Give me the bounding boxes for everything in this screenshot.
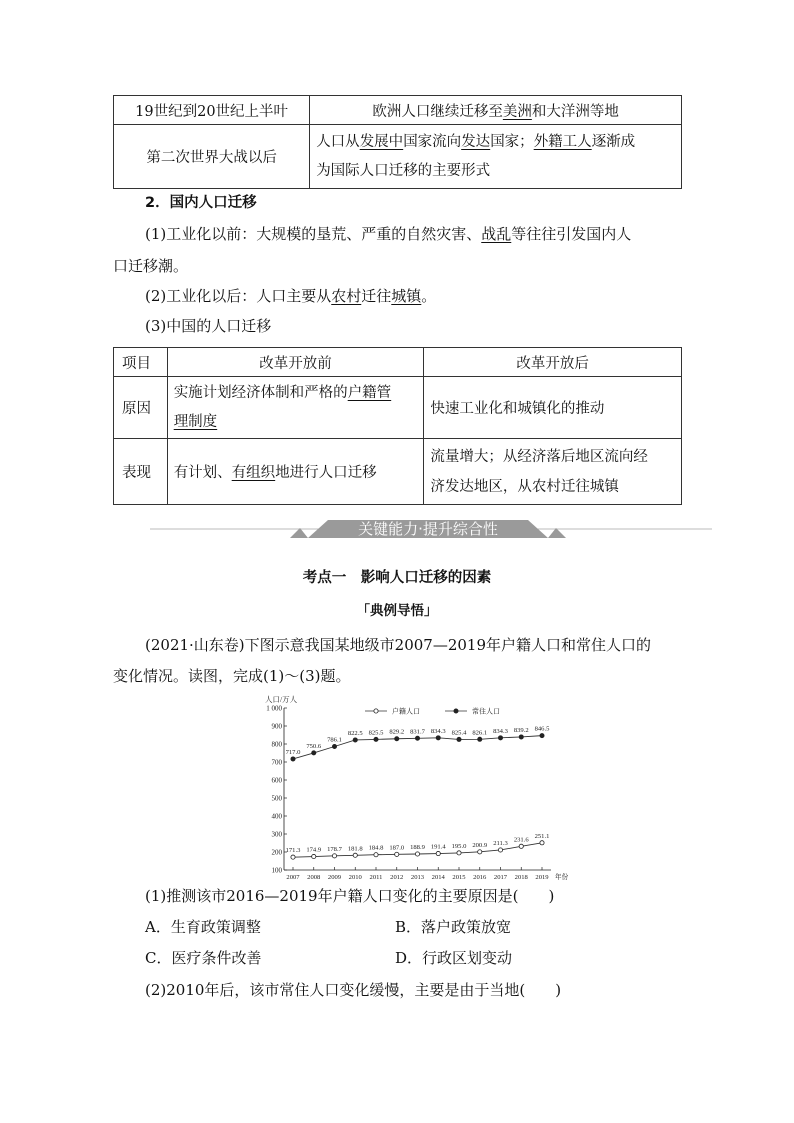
y-tick-label: 400	[271, 812, 282, 821]
data-label: 826.1	[472, 729, 488, 737]
after-cell	[424, 439, 682, 505]
section-banner	[150, 516, 712, 544]
section-title: 考点一 影响人口迁移的因素	[302, 570, 492, 586]
desc-underlined: 外籍工人	[533, 133, 592, 150]
legend-marker	[374, 709, 378, 713]
x-tick-label: 2013	[410, 874, 425, 881]
paragraph-3: (3)中国的人口迁移	[145, 317, 272, 335]
underlined-text: 有组织	[231, 465, 276, 481]
question-2: (2)2010年后，该市常住人口变化缓慢，主要是由于当地( )	[145, 981, 562, 999]
banner-text: 关键能力·提升综合性	[358, 520, 498, 538]
international-migration-table	[113, 95, 682, 189]
intro-line-2: 变化情况。读图，完成(1)～(3)题。	[113, 667, 351, 685]
x-tick-label: 2019	[535, 874, 549, 881]
y-tick-label: 500	[271, 794, 282, 803]
data-point	[353, 853, 357, 857]
y-tick-label: 900	[271, 722, 282, 731]
data-point	[436, 736, 440, 740]
data-label: 831.7	[410, 728, 425, 736]
table-row	[114, 96, 682, 125]
paragraph-2	[145, 281, 436, 311]
data-point	[353, 738, 357, 742]
data-label: 786.1	[327, 736, 342, 744]
data-label: 195.0	[451, 842, 467, 850]
table-row	[114, 439, 682, 505]
x-tick-label: 2014	[431, 874, 445, 881]
desc-underlined: 美洲	[502, 103, 532, 120]
option-a: A．生育政策调整	[145, 918, 261, 936]
data-label: 251.1	[534, 832, 550, 840]
desc-underlined: 发展中	[359, 133, 404, 150]
data-label: 839.2	[513, 726, 529, 734]
legend-marker	[454, 709, 458, 713]
before-cell	[167, 377, 424, 439]
x-tick-label: 2011	[369, 874, 383, 881]
legend-label: 常住人口	[472, 707, 500, 716]
header-cell: 项目	[114, 348, 168, 377]
period-cell	[114, 96, 310, 125]
option-c: C．医疗条件改善	[145, 949, 262, 967]
x-tick-label: 2008	[307, 874, 321, 881]
x-tick-label: 2007	[286, 874, 300, 881]
x-tick-label: 2009	[327, 874, 342, 881]
data-label: 187.0	[389, 844, 405, 852]
data-point	[478, 737, 482, 741]
y-tick-label: 600	[271, 776, 282, 785]
data-point	[478, 850, 482, 854]
text: (1)工业化以前：大规模的垦荒、严重的自然灾害、	[145, 225, 482, 243]
data-point	[332, 854, 336, 858]
question-1: (1)推测该市2016—2019年户籍人口变化的主要原因是( )	[145, 887, 555, 905]
table-row	[114, 125, 682, 189]
underlined-text: 理制度	[173, 413, 218, 430]
header-cell: 改革开放前	[167, 348, 424, 377]
data-label: 174.9	[306, 846, 322, 854]
option-b: B．落户政策放宽	[395, 918, 512, 936]
domestic-heading: 2．国内人口迁移	[145, 195, 257, 211]
x-tick-label: 2010	[348, 874, 362, 881]
data-point	[291, 757, 295, 761]
data-point	[415, 736, 419, 740]
chart-legend	[365, 707, 500, 716]
data-label: 825.5	[368, 729, 384, 737]
desc-underlined: 发达	[461, 133, 491, 150]
data-label: 178.7	[327, 845, 342, 853]
x-tick-label: 2015	[452, 874, 466, 881]
x-tick-label: 2017	[493, 874, 508, 881]
desc-text: 人口从	[316, 133, 360, 150]
text: 迁往	[361, 287, 392, 305]
after-cell: 快速工业化和城镇化的推动	[424, 377, 682, 439]
data-label: 191.4	[430, 843, 446, 851]
row-label: 表现	[114, 439, 168, 505]
data-point	[457, 851, 461, 855]
text: (2)工业化以后：人口主要从	[145, 287, 332, 305]
y-tick-label: 300	[271, 830, 282, 839]
y-tick-label: 200	[271, 848, 282, 857]
data-point	[395, 852, 399, 856]
x-tick-label: 2012	[390, 874, 404, 881]
data-label: 181.8	[347, 845, 363, 853]
desc-text: 和大洋洲等地	[531, 103, 619, 120]
data-point	[415, 852, 419, 856]
data-label: 829.2	[389, 728, 405, 736]
y-tick-label: 1 000	[266, 704, 282, 713]
underlined-text: 户籍管	[347, 384, 392, 401]
text: 。	[421, 287, 437, 305]
intro-line-1: (2021·山东卷)下图示意我国某地级市2007—2019年户籍人口和常住人口的	[145, 636, 651, 654]
data-point	[498, 848, 502, 852]
text: 实施计划经济体制和严格的	[173, 384, 348, 401]
data-point	[312, 751, 316, 755]
y-tick-label: 700	[271, 758, 282, 767]
x-tick-label: 2016	[473, 874, 487, 881]
header-cell: 改革开放后	[424, 348, 682, 377]
data-label: 846.5	[534, 725, 550, 733]
data-point	[374, 737, 378, 741]
text: 有计划、	[173, 465, 232, 481]
desc-text: 国家；	[490, 133, 534, 150]
table-row	[114, 377, 682, 439]
desc-cell	[310, 96, 682, 125]
data-point	[436, 851, 440, 855]
desc-text: 为国际人口迁移的主要形式	[316, 162, 491, 179]
data-point	[395, 737, 399, 741]
underlined-text: 农村	[331, 287, 362, 305]
data-label: 211.3	[493, 839, 508, 847]
desc-cell	[310, 125, 682, 189]
data-label: 834.3	[493, 727, 508, 735]
data-point	[540, 734, 544, 738]
row-label: 原因	[114, 377, 168, 439]
data-point	[519, 735, 523, 739]
population-chart	[255, 694, 569, 881]
data-point	[374, 853, 378, 857]
option-d: D．行政区划变动	[395, 949, 513, 967]
data-point	[457, 737, 461, 741]
x-ticks	[286, 867, 568, 881]
series-group	[286, 726, 551, 860]
data-point	[498, 736, 502, 740]
paragraph-1-cont: 口迁移潮。	[113, 257, 189, 275]
paragraph-1	[145, 219, 631, 249]
section-subtitle: 「典例导悟」	[356, 603, 438, 619]
x-axis-unit: 年份	[555, 874, 569, 881]
period-text: 19世纪到20世纪上半叶	[135, 103, 289, 120]
period-text: 第二次世界大战以后	[146, 150, 277, 166]
data-label: 717.0	[285, 748, 301, 756]
china-migration-table	[113, 347, 682, 505]
data-point	[332, 744, 336, 748]
period-cell	[114, 125, 310, 189]
data-label: 200.9	[472, 841, 488, 849]
y-tick-label: 800	[271, 740, 282, 749]
desc-text: 国家流向	[403, 133, 462, 150]
data-point	[519, 844, 523, 848]
table-header-row	[114, 348, 682, 377]
data-label: 750.6	[306, 742, 322, 750]
y-axis-label: 人口/万人	[265, 695, 298, 704]
data-label: 188.9	[410, 843, 425, 851]
desc-text: 逐渐成	[591, 133, 636, 150]
data-point	[540, 841, 544, 845]
text: 等往往引发国内人	[511, 225, 632, 243]
text: 济发达地区，从农村迁往城镇	[430, 478, 619, 495]
x-tick-label: 2018	[514, 874, 528, 881]
text: 流量增大；从经济落后地区流向经	[430, 448, 648, 465]
legend-label: 户籍人口	[392, 707, 420, 716]
text: 地进行人口迁移	[275, 465, 377, 481]
underlined-text: 战乱	[481, 225, 512, 243]
data-point	[312, 854, 316, 858]
desc-text: 欧洲人口继续迁移至	[372, 103, 503, 120]
data-label: 834.3	[430, 727, 446, 735]
data-label: 822.5	[347, 729, 363, 737]
underlined-text: 城镇	[391, 287, 422, 305]
y-tick-label: 100	[271, 866, 282, 875]
data-label: 171.3	[285, 847, 301, 855]
data-label: 231.6	[513, 836, 529, 844]
data-point	[291, 855, 295, 859]
data-label: 184.8	[368, 844, 384, 852]
data-label: 825.4	[451, 729, 467, 737]
before-cell	[167, 439, 424, 505]
